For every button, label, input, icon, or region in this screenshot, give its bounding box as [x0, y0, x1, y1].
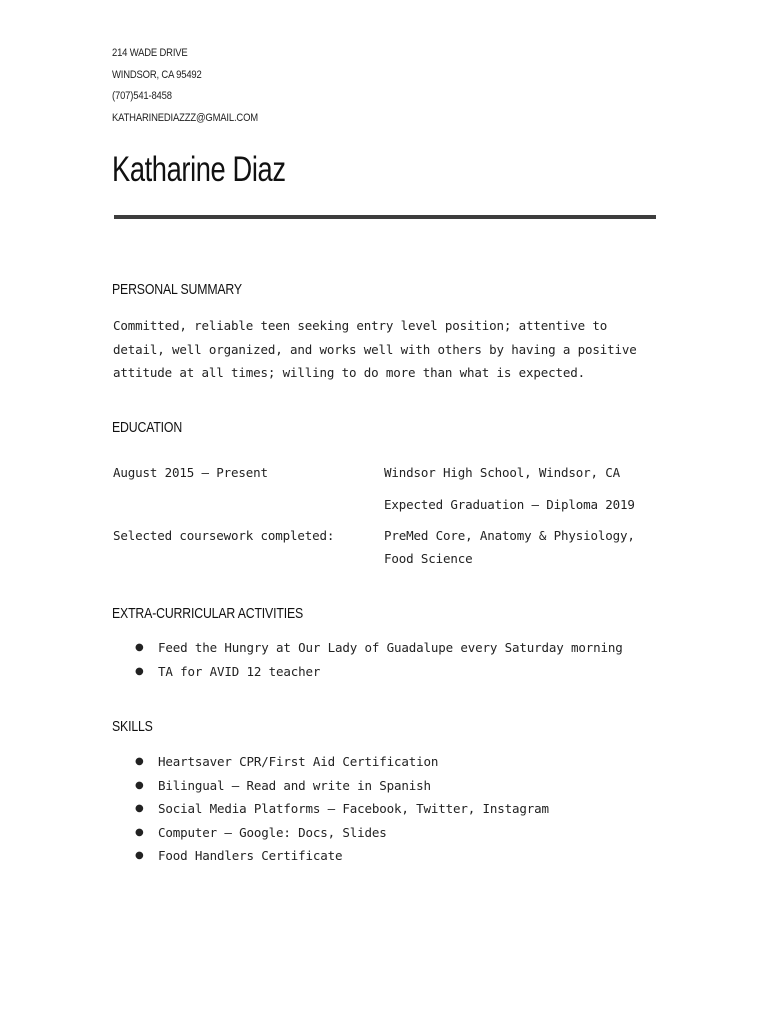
bullet-icon: ●	[135, 826, 144, 838]
contact-block	[112, 46, 258, 132]
bullet-icon: ●	[135, 850, 144, 861]
summary-text	[113, 314, 673, 385]
bullet-icon: ●	[135, 803, 144, 814]
skill-text: Computer – Google: Docs, Slides	[158, 824, 387, 840]
summary-line: attitude at all times; willing to do more than what is expected.	[113, 365, 586, 380]
candidate-name: Katharine Diaz	[112, 150, 286, 189]
education-heading: EDUCATION	[112, 419, 183, 436]
skill-text: Bilingual – Read and write in Spanish	[158, 777, 431, 793]
bullet-icon: ●	[135, 665, 144, 677]
summary-line: Committed, reliable teen seeking entry level position; attentive to	[113, 318, 608, 333]
address-line-2: WINDSOR, CA 95492	[112, 68, 202, 81]
education-dates: August 2015 – Present	[113, 465, 268, 480]
email-address: KATHARINEDIAZZZ@GMAIL.COM	[112, 111, 258, 124]
bullet-icon: ●	[135, 756, 144, 767]
skill-text: Social Media Platforms – Facebook, Twitter, Instagram	[158, 801, 549, 816]
phone-number: (707)541-8458	[112, 90, 172, 102]
skill-text: Heartsaver CPR/First Aid Certification	[158, 754, 439, 769]
bullet-icon: ●	[135, 779, 144, 791]
summary-line: detail, well organized, and works well with others by having a positive	[113, 341, 637, 357]
activity-text: Feed the Hungry at Our Lady of Guadalupe every Saturday morning	[158, 640, 623, 655]
coursework-label: Selected coursework completed:	[113, 528, 335, 543]
coursework-line: PreMed Core, Anatomy & Physiology,	[384, 528, 635, 543]
summary-heading: PERSONAL SUMMARY	[112, 281, 242, 298]
coursework-line: Food Science	[384, 551, 473, 566]
skills-heading: SKILLS	[112, 718, 153, 735]
education-graduation: Expected Graduation – Diploma 2019	[384, 497, 635, 512]
bullet-icon: ●	[135, 642, 144, 653]
header-divider	[114, 215, 656, 219]
education-school: Windsor High School, Windsor, CA	[384, 465, 621, 480]
address-line-1: 214 WADE DRIVE	[112, 47, 188, 59]
activity-text: TA for AVID 12 teacher	[158, 663, 321, 679]
activities-heading: EXTRA-CURRICULAR ACTIVITIES	[112, 605, 304, 622]
skill-text: Food Handlers Certificate	[158, 848, 343, 863]
